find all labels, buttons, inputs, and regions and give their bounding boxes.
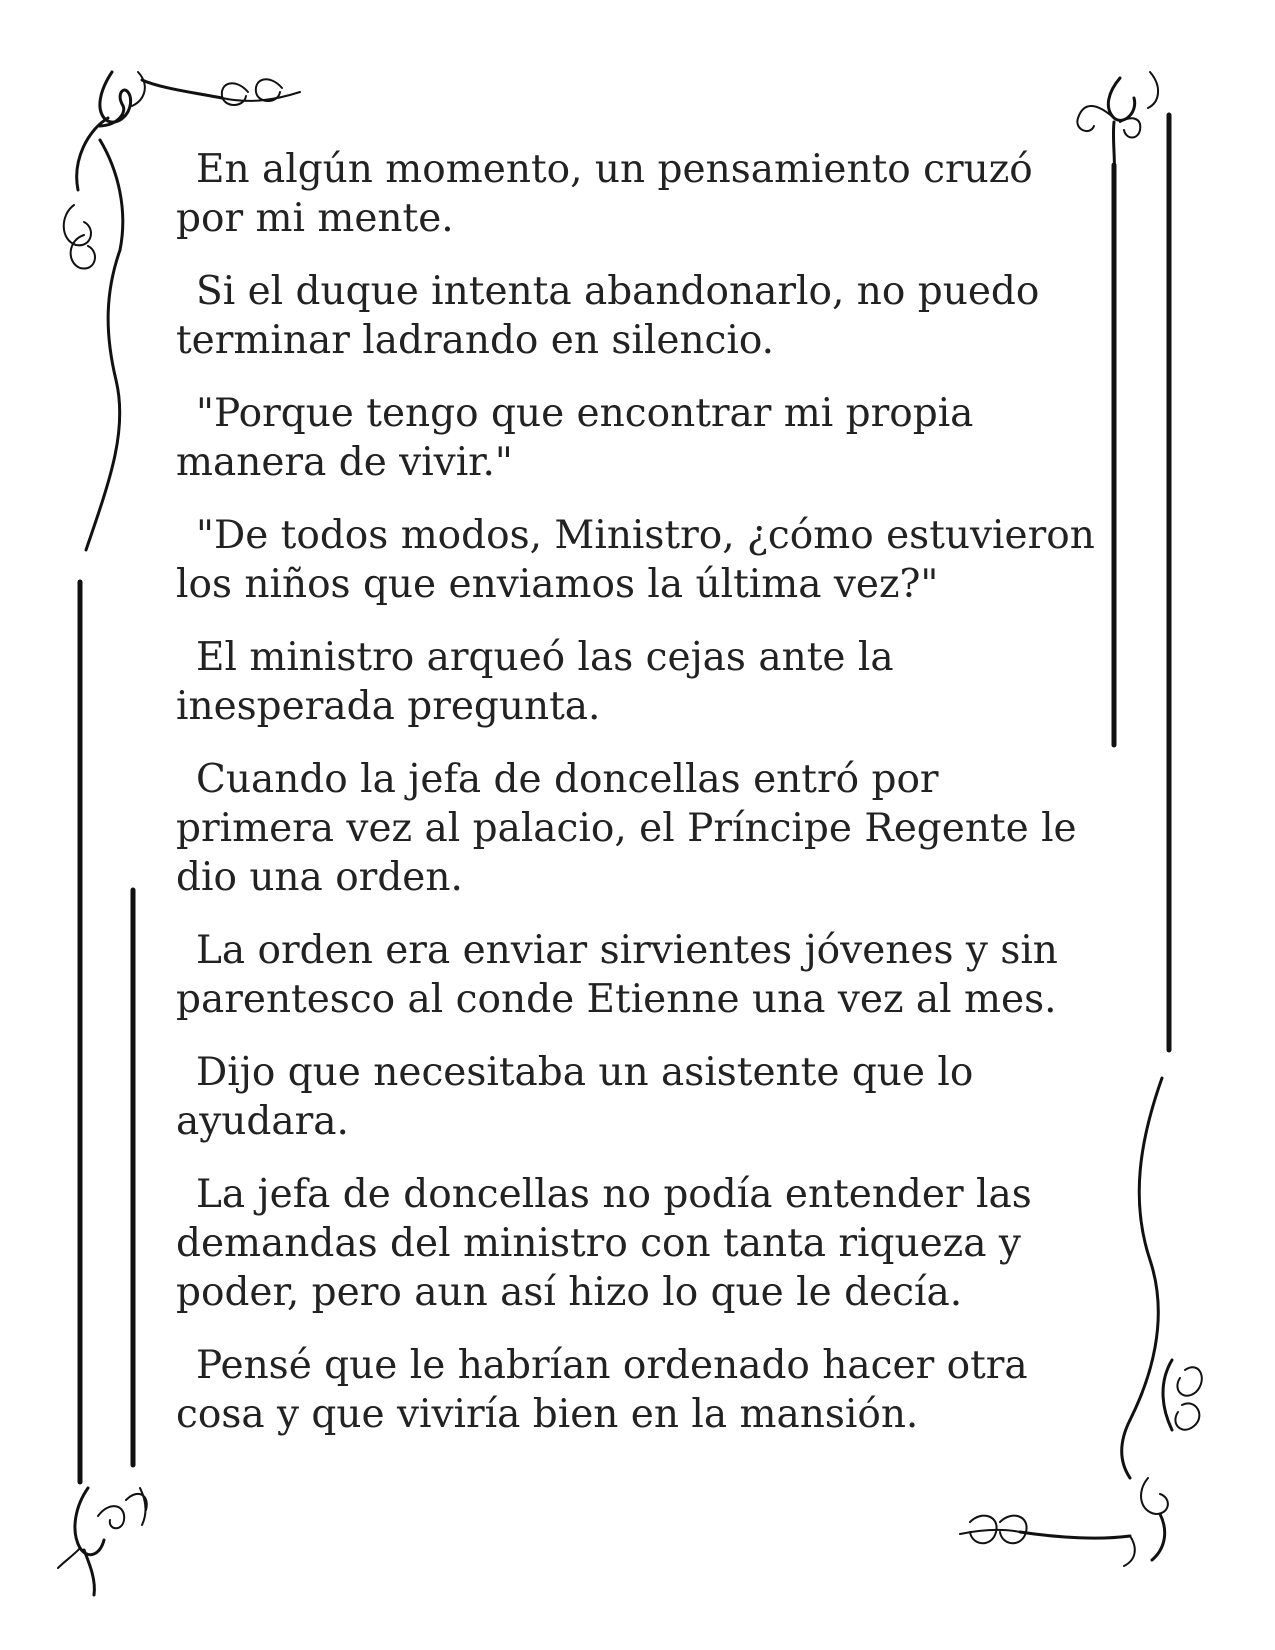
paragraph: "Porque tengo que encontrar mi propia manera de vivir." [176,391,974,485]
paragraph: La orden era enviar sirvientes jóvenes y sin parentesco al conde Etienne una vez al mes. [176,928,1058,1022]
paragraph: La jefa de doncellas no podía entender las demandas del ministro con tanta riqueza y poder, pero aun así hizo lo que le decía. [176,1172,1032,1315]
paragraph: Pensé que le habrían ordenado hacer otra cosa y que viviría bien en la mansión. [176,1343,1028,1437]
bottom-left-flourish [58,1488,147,1595]
paragraph: En algún momento, un pensamiento cruzó por mi mente. [176,147,1033,241]
paragraph: Si el duque intenta abandonarlo, no puedo terminar ladrando en silencio. [176,269,1040,363]
text-body [176,145,1096,1463]
paragraph: El ministro arqueó las cejas ante la inesperada pregunta. [176,635,894,729]
paragraph: Cuando la jefa de doncellas entró por primera vez al palacio, el Príncipe Regente le dio una orden. [176,757,1077,900]
paragraph: Dijo que necesitaba un asistente que lo ayudara. [176,1050,974,1144]
paragraph: "De todos modos, Ministro, ¿cómo estuvieron los niños que enviamos la última vez?" [176,513,1095,607]
